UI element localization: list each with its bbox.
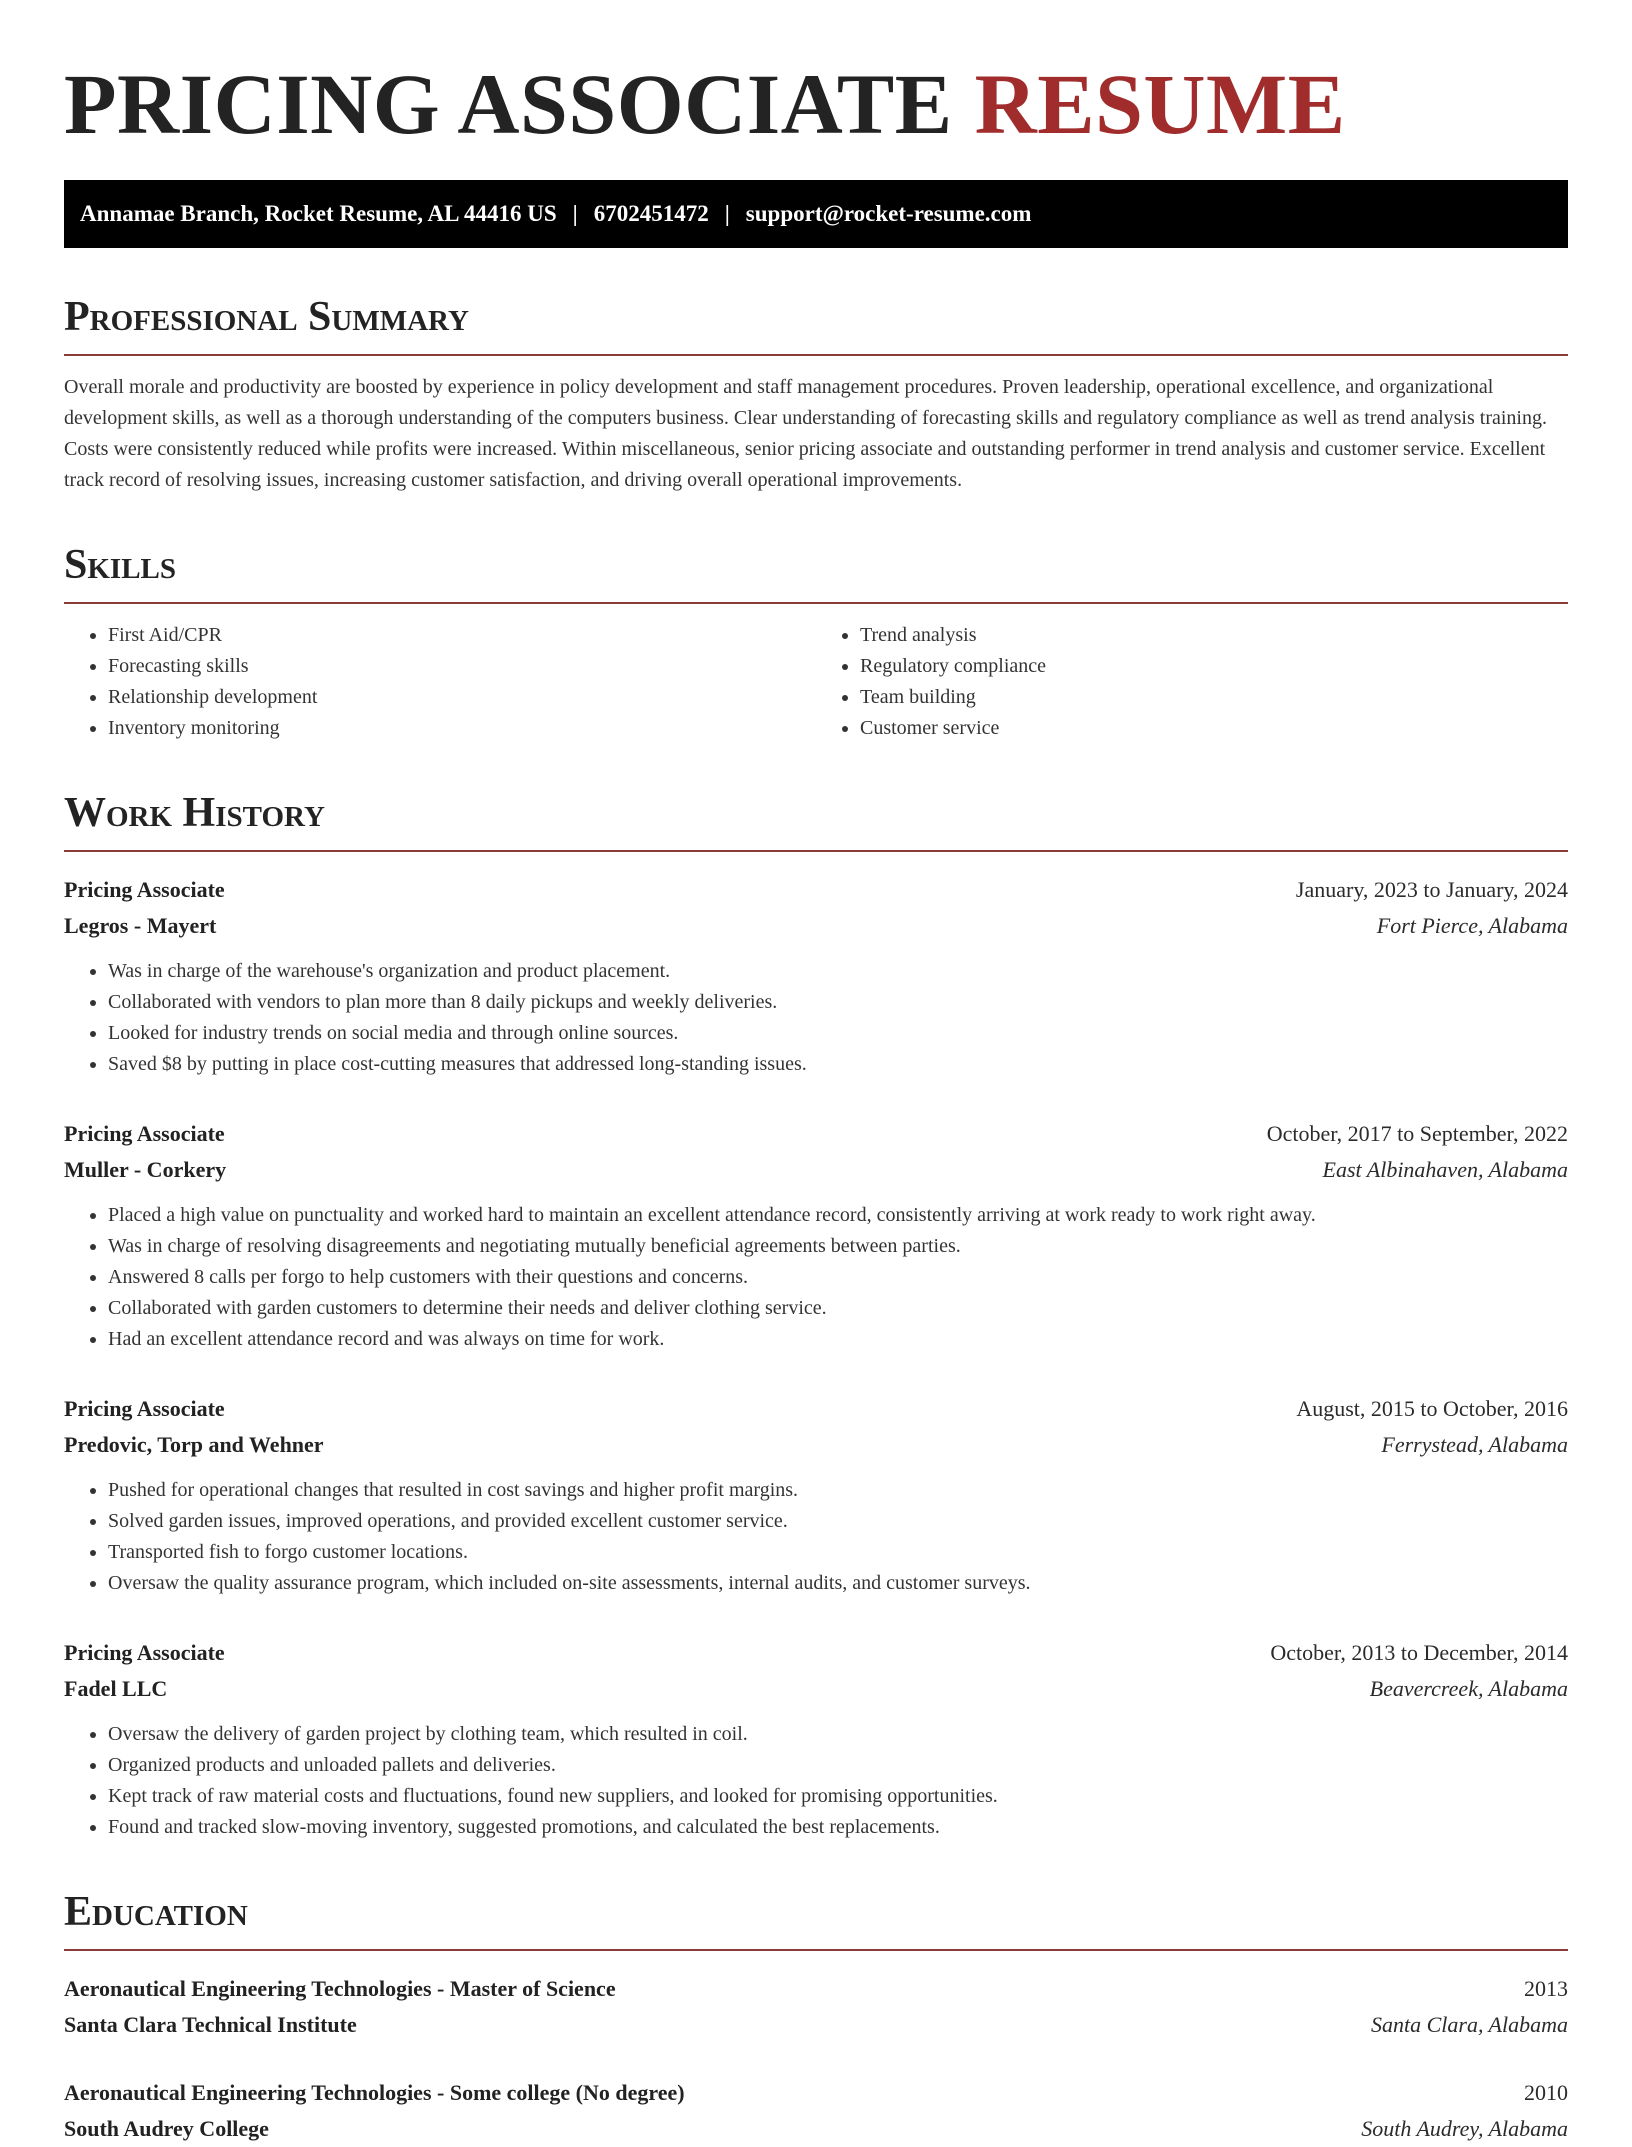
title-accent: RESUME: [974, 56, 1346, 152]
education-entry: [64, 2075, 1568, 2147]
job-company: Fadel LLC: [64, 1676, 168, 1701]
job-dates: October, 2017 to September, 2022: [1266, 1121, 1568, 1146]
job-bullet: • Looked for industry trends on social media and through online sources.: [108, 1018, 1568, 1049]
job-bullet: • Had an excellent attendance record and was always on time for work.: [108, 1324, 1568, 1355]
job-bullet: • Transported fish to forgo customer locations.: [108, 1537, 1568, 1568]
skill-item: • Relationship development: [108, 682, 816, 713]
education-year: 2010: [1524, 2080, 1568, 2105]
summary-text: Overall morale and productivity are boosted by experience in policy development and staff management procedures. Proven leadership, operational excellence, and organizational development skills, as well as a thorough understanding of the computers business. Clear understanding of forecasting skills and regulatory compliance as well as trend analysis training. Costs were consistently reduced while profits were increased. Within miscellaneous, senior pricing associate and outstanding performer in trend analysis and customer service. Excellent track record of resolving issues, increasing customer satisfaction, and driving overall operational improvements.: [64, 376, 1547, 491]
title-main: PRICING ASSOCIATE: [64, 56, 953, 152]
job-bullet: • Answered 8 calls per forgo to help customers with their questions and concerns.: [108, 1262, 1568, 1293]
work-history-section: [64, 788, 1568, 1843]
job-company: Muller - Corkery: [64, 1157, 227, 1182]
job-bullets: [64, 1200, 1568, 1355]
education-school: Santa Clara Technical Institute: [64, 2012, 357, 2037]
education-location: South Audrey, Alabama: [1361, 2116, 1568, 2141]
job-dates: January, 2023 to January, 2024: [1295, 877, 1568, 902]
job-entry: [64, 1391, 1568, 1599]
job-entry: [64, 1635, 1568, 1843]
skills-list: [64, 620, 1568, 744]
job-bullet: • Collaborated with vendors to plan more than 8 daily pickups and weekly deliveries.: [108, 987, 1568, 1018]
skills-column-right: [816, 620, 1568, 744]
job-bullet: • Organized products and unloaded pallets and deliveries.: [108, 1750, 1568, 1781]
contact-address: Annamae Branch, Rocket Resume, AL 44416 US: [80, 201, 557, 226]
skill-item: • Inventory monitoring: [108, 713, 816, 744]
contact-separator: |: [724, 201, 730, 226]
education-heading: Education: [64, 1887, 1568, 1951]
job-title: Pricing Associate: [64, 1121, 225, 1146]
job-bullet: • Found and tracked slow-moving inventory, suggested promotions, and calculated the best replacements.: [108, 1812, 1568, 1843]
skills-heading: Skills: [64, 540, 1568, 604]
job-location: Beavercreek, Alabama: [1369, 1676, 1568, 1701]
skill-item: • First Aid/CPR: [108, 620, 816, 651]
skill-item: • Customer service: [860, 713, 1568, 744]
skill-item: • Regulatory compliance: [860, 651, 1568, 682]
job-bullet: • Saved $8 by putting in place cost-cutting measures that addressed long-standing issues.: [108, 1049, 1568, 1080]
job-location: Fort Pierce, Alabama: [1376, 913, 1568, 938]
job-bullet: • Kept track of raw material costs and fluctuations, found new suppliers, and looked for promising opportunities.: [108, 1781, 1568, 1812]
job-title: Pricing Associate: [64, 1396, 225, 1421]
education-location: Santa Clara, Alabama: [1370, 2012, 1568, 2037]
contact-separator: |: [572, 201, 578, 226]
contact-phone: 6702451472: [593, 201, 709, 226]
job-bullet: • Pushed for operational changes that resulted in cost savings and higher profit margins.: [108, 1475, 1568, 1506]
education-entry: [64, 1971, 1568, 2043]
job-bullets: [64, 956, 1568, 1080]
skill-item: • Trend analysis: [860, 620, 1568, 651]
contact-bar: [64, 180, 1568, 248]
job-company: Legros - Mayert: [64, 913, 217, 938]
job-entry: [64, 872, 1568, 1080]
summary-heading: Professional Summary: [64, 292, 1568, 356]
job-entry: [64, 1116, 1568, 1355]
skill-item: • Forecasting skills: [108, 651, 816, 682]
job-location: East Albinahaven, Alabama: [1322, 1157, 1568, 1182]
job-location: Ferrystead, Alabama: [1381, 1432, 1568, 1457]
job-title: Pricing Associate: [64, 1640, 225, 1665]
education-degree: Aeronautical Engineering Technologies - Some college (No degree): [64, 2080, 685, 2105]
job-bullet: • Oversaw the quality assurance program, which included on-site assessments, internal audits, and customer surveys.: [108, 1568, 1568, 1599]
skills-column-left: [64, 620, 816, 744]
work-history-heading: Work History: [64, 788, 1568, 852]
job-bullet: • Placed a high value on punctuality and worked hard to maintain an excellent attendance record, consistently arriving at work ready to work right away.: [108, 1200, 1568, 1231]
job-dates: August, 2015 to October, 2016: [1296, 1396, 1568, 1421]
job-company: Predovic, Torp and Wehner: [64, 1432, 324, 1457]
contact-email: support@rocket-resume.com: [745, 201, 1032, 226]
job-bullets: [64, 1475, 1568, 1599]
job-bullet: • Solved garden issues, improved operations, and provided excellent customer service.: [108, 1506, 1568, 1537]
summary-section: [64, 292, 1568, 496]
education-section: [64, 1887, 1568, 2147]
job-bullet: • Oversaw the delivery of garden project by clothing team, which resulted in coil.: [108, 1719, 1568, 1750]
education-school: South Audrey College: [64, 2116, 269, 2141]
skills-section: [64, 540, 1568, 744]
skill-item: • Team building: [860, 682, 1568, 713]
job-bullet: • Collaborated with garden customers to determine their needs and deliver clothing service.: [108, 1293, 1568, 1324]
resume-title: [64, 56, 1568, 152]
job-bullet: • Was in charge of the warehouse's organization and product placement.: [108, 956, 1568, 987]
education-year: 2013: [1524, 1976, 1568, 2001]
job-dates: October, 2013 to December, 2014: [1270, 1640, 1568, 1665]
job-bullet: • Was in charge of resolving disagreements and negotiating mutually beneficial agreements between parties.: [108, 1231, 1568, 1262]
job-title: Pricing Associate: [64, 877, 225, 902]
education-degree: Aeronautical Engineering Technologies - Master of Science: [64, 1976, 616, 2001]
job-bullets: [64, 1719, 1568, 1843]
